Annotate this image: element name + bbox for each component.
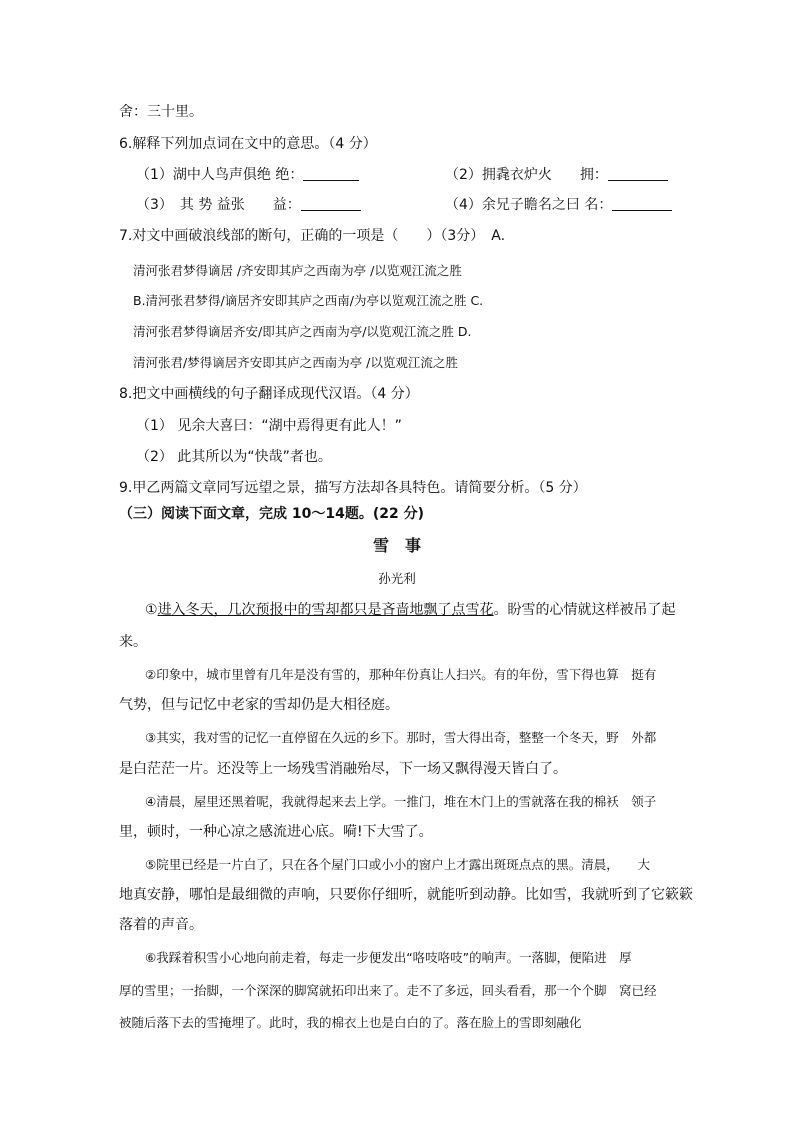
q6-item-2	[445, 166, 668, 184]
q8-item-1: （1） 见余大喜曰：“湖中焉得更有此人！”	[136, 418, 402, 434]
q6-item-4-label: （4）余兄子瞻名之曰 名：	[445, 197, 613, 213]
article-title: 雪 事	[372, 536, 421, 555]
paragraph-number: ①	[145, 602, 158, 618]
question-6: 6.解释下列加点词在文中的意思。（4 分）	[119, 136, 377, 152]
answer-blank[interactable]	[612, 198, 672, 211]
underlined-sentence: 进入冬天，几次预报中的雪却都只是吝啬地飘了点雪花	[157, 602, 494, 618]
q6-item-1	[136, 166, 359, 184]
q7-option-c: 清河张君梦得谪居齐安/即其庐之西南为亭/以览观江流之胜 D.	[133, 324, 472, 339]
q7-option-a: 清河张君梦得谪居 /齐安即其庐之西南为亭 /以览观江流之胜	[133, 263, 462, 278]
paragraph-4-line-2: 里，顿时，一种心凉之感流进心底。嗬!下大雪了。	[119, 824, 433, 840]
text-line: 舍：三十里。	[119, 104, 203, 120]
paragraph-5-line-1: ⑤院里已经是一片白了，只在各个屋门口或小小的窗户上才露出斑斑点点的黑。清晨， 大	[145, 857, 650, 872]
q6-item-2-label: （2）拥毳衣炉火 拥：	[445, 167, 608, 183]
paragraph-3-line-2: 是白茫茫一片。还没等上一场残雪消融殆尽，下一场又飘得漫天皆白了。	[119, 761, 567, 777]
question-7: 7.对文中画破浪线部的断句，正确的一项是（ ）（3分） A.	[119, 228, 506, 244]
q6-item-1-label: （1）湖中人鸟声俱绝 绝：	[136, 167, 304, 183]
q6-item-3	[136, 196, 361, 214]
paragraph-1-line-2: 来。	[119, 634, 147, 650]
question-9: 9.甲乙两篇文章同写远望之景，描写方法却各具特色。请简要分析。（5 分）	[119, 480, 587, 496]
q7-option-b: B.清河张君梦得/谪居齐安即其庐之西南/为亭以览观江流之胜 C.	[133, 293, 484, 308]
answer-blank[interactable]	[303, 168, 359, 181]
paragraph-4-line-1: ④清晨，屋里还黑着呢，我就得起来去上学。一推门，堆在木门上的雪就落在我的棉袄 领子	[145, 794, 657, 809]
q6-item-3-label: （3） 其 势 益张 益：	[136, 197, 301, 213]
paragraph-1-line-1	[145, 601, 676, 619]
paragraph-6-line-3: 被随后落下去的雪掩埋了。此时，我的棉衣上也是白白的了。落在脸上的雪即刻融化	[119, 1015, 582, 1030]
paragraph-5-line-2: 地真安静，哪怕是最细微的声响，只要你仔细听，就能听到动静。比如雪，我就听到了它簌簌	[119, 887, 693, 903]
question-8: 8.把文中画横线的句子翻译成现代汉语。（4 分）	[119, 386, 419, 402]
answer-blank[interactable]	[301, 198, 361, 211]
q7-option-d: 清河张君/梦得谪居齐安即其庐之西南为亭 /以览观江流之胜	[133, 355, 458, 370]
paragraph-text: 。盼雪的心情就这样被吊了起	[493, 602, 676, 618]
paragraph-2-line-1: ②印象中，城市里曾有几年是没有雪的，那种年份真让人扫兴。有的年份，雪下得也算 挺有	[145, 667, 657, 682]
paragraph-2-line-2: 气势，但与记忆中老家的雪却仍是大相径庭。	[119, 697, 399, 713]
paragraph-6-line-1: ⑥我踩着积雪小心地向前走着，每走一步便发出“咯吱咯吱”的响声。一落脚，便陷进 厚	[145, 950, 632, 965]
section-3-heading: （三）阅读下面文章，完成 10～14题。(22 分)	[119, 506, 424, 522]
paragraph-3-line-1: ③其实，我对雪的记忆一直停留在久远的乡下。那时，雪大得出奇，整整一个冬天，野 外都	[145, 730, 657, 745]
q8-item-2: （2） 此其所以为“快哉”者也。	[136, 449, 332, 465]
q6-item-4	[445, 196, 672, 214]
paragraph-6-line-2: 厚的雪里；一抬脚，一个深深的脚窝就拓印出来了。走不了多远，回头看看，那一个个脚 窝已经	[119, 983, 657, 998]
article-author: 孙光利	[378, 571, 416, 586]
answer-blank[interactable]	[608, 168, 668, 181]
paragraph-5-line-3: 落着的声音。	[119, 917, 203, 933]
